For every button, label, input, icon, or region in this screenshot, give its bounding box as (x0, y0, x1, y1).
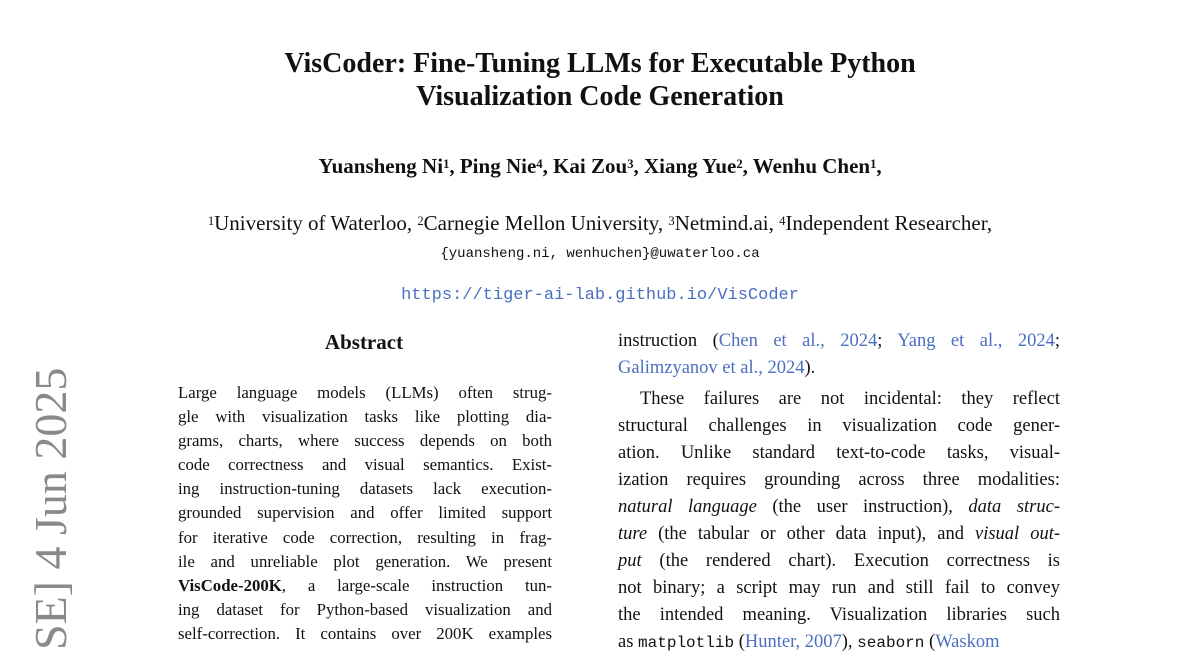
abstract-heading: Abstract (324, 330, 404, 354)
abstract-line: Large language models (LLMs) often strug- (178, 383, 552, 402)
body-line: put (the rendered chart). Execution correctness is (618, 551, 1060, 571)
abstract-body (178, 381, 552, 646)
affiliation-list (0, 208, 1200, 238)
citation-link[interactable]: Galimzyanov et al., 2024 (618, 358, 805, 378)
abstract-line: grams, charts, where success depends on both (178, 431, 552, 451)
body-line: Galimzyanov et al., 2024). (618, 358, 816, 378)
body-line: natural language (the user instruction), data struc- (618, 497, 1060, 517)
body-column (618, 328, 1060, 657)
abstract-line: VisCode-200K, a large-scale instruction tun- (178, 575, 552, 595)
abstract-line: ile and unreliable plot generation. We present (178, 551, 552, 571)
abstract-line: self-correction. It contains over 200K examples (178, 623, 552, 643)
title-line-1: VisCoder: Fine-Tuning LLMs for Executable Python (284, 48, 916, 79)
contact-email: {yuansheng.ni, wenhuchen}@uwaterloo.ca (440, 246, 760, 262)
author: Wenhu Chen$^1$ (752, 154, 877, 178)
affiliation: $^1$University of Waterloo, (207, 211, 413, 235)
abstract-line: gle with visualization tasks like plotting dia- (178, 407, 552, 427)
author-list: Yuansheng Ni$^1$, Ping Nie$^4$, Kai Zou$^3$, Xiang Yue$^2$, Wenhu Chen$^1$, (318, 154, 882, 178)
abstract-line: for iterative code correction, resulting in frag- (178, 527, 552, 547)
affiliation: $^3$Netmind.ai, (668, 211, 774, 235)
title-line-2: Visualization Code Generation (416, 81, 784, 112)
abstract-line: grounded supervision and offer limited support (178, 503, 552, 523)
body-line: as matplotlib (Hunter, 2007), seaborn (Waskom (618, 632, 1000, 652)
author: Xiang Yue$^2$ (643, 154, 743, 178)
citation-link[interactable]: Hunter, 2007 (744, 632, 842, 652)
dataset-name: VisCode-200K (178, 575, 282, 595)
author: Ping Nie$^4$ (459, 154, 543, 178)
arxiv-stamp (24, 367, 84, 650)
body-line: ture (the tabular or other data input), and visual out- (618, 524, 1060, 544)
body-line: ization requires grounding across three modalities: (618, 470, 1060, 490)
body-line: the intended meaning. Visualization libraries such (618, 605, 1060, 625)
abstract-line: ing instruction-tuning datasets lack execution- (178, 479, 552, 499)
citation-link[interactable]: Yang et al., 2024 (897, 331, 1055, 351)
body-line: ation. Unlike standard text-to-code tasks, visual- (618, 443, 1060, 463)
body-line: structural challenges in visualization code gener- (618, 416, 1060, 436)
body-line: not binary; a script may run and still fail to convey (618, 578, 1060, 598)
abstract-line: code correctness and visual semantics. Exist- (178, 455, 552, 475)
abstract-line: ing dataset for Python-based visualization and (178, 599, 552, 619)
citation-link[interactable]: Chen et al., 2024 (718, 331, 878, 351)
author: Yuansheng Ni$^1$ (318, 154, 450, 178)
project-url-link[interactable]: https://tiger-ai-lab.github.io/VisCoder (401, 286, 799, 305)
citation-link[interactable]: Waskom (935, 632, 1000, 652)
author: Kai Zou$^3$ (553, 154, 634, 178)
body-line: instruction (Chen et al., 2024; Yang et al., 2024; (618, 331, 1061, 351)
arxiv-stamp-text: SE] 4 Jun 2025 (25, 367, 76, 650)
affiliation: $^4$Independent Researcher, (779, 211, 993, 235)
affiliation: $^2$Carnegie Mellon University, (417, 211, 664, 235)
paper-title (0, 47, 1200, 113)
body-line: These failures are not incidental: they reflect (640, 389, 1060, 409)
